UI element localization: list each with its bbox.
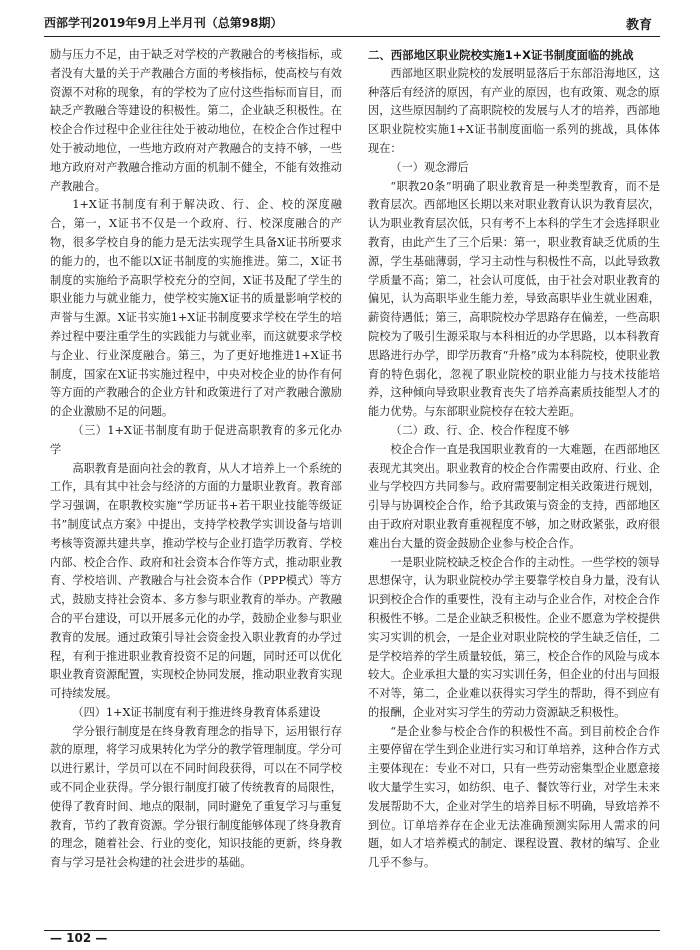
section-label: 教育 bbox=[625, 18, 652, 33]
page-number: — 102 — bbox=[50, 931, 108, 945]
right-heading: 二、西部地区职业院校实施1+X证书制度面临的挑战 bbox=[368, 48, 634, 62]
right-paragraph: “职教20条”明确了职业教育是一种类型教育，而不是教育层次。西部地区长期以来对职业教育认识为教育层次，认为职业教育层次低，只有考不上本科的学生才会选择职业教育，由此产生了三个后果：第一，职业教育缺乏优质的生源，学生基础薄弱，学习主动性与积极性不高，以此导致教学质量不高；第二，社会认可度低，由于社会对职业教育的偏见，认为高职毕业生能力差，导致高职毕业生就业困难，薪资待遇低；第三，高职院校办学思路存在偏差，一些高职院校为了吸引生源采取与本科相近的办学思路，以本科教育思路进行办学，即学历教育“升格”成为本科院校，使职业教育的特色弱化，忽视了职业院校的职业能力与技术技能培养，这种倾向导致职业教育丧失了培养高素质技能型人才的能力优势。与东部职业院校存在较大差距。 bbox=[368, 179, 660, 419]
right-heading: （二）政、行、企、校合作程度不够 bbox=[390, 423, 570, 437]
left-paragraph: 励与压力不足，由于缺乏对学校的产教融合的考核指标，或者没有大量的关于产教融合方面的考核指标，使高校与有效资源不对称的现象，有的学校为了应付这些指标而盲目，而缺乏产教融合等建设的积极性。第二，企业缺乏积极性。在校企合作过程中企业往往处于被动地位，在校企合作过程中处于被动地位，一些地方政府对产教融合的支持不够，一些地方政府对产教融合推动方面的机制不健全，不能有效推动产教融合。 bbox=[50, 48, 342, 193]
right-paragraph: 一是职业院校缺乏校企合作的主动性。一些学校的领导思想保守，认为职业院校办学主要靠学校自身力量，没有认识到校企合作的重要性，没有主动与企业合作，对校企合作积极性不够。二是企业缺乏积极性。企业不愿意为学校提供实习实训的机会，一是企业对职业院校的学生缺乏信任，二是学校培养的学生质量较低，第三，校企合作的风险与成本较大。企业承担大量的实习实训任务，但企业的付出与回报不对等，第二，企业难以获得实习学生的帮助，得不到应有的报酬，企业对实习学生的劳动力资源缺乏积极性。 bbox=[368, 555, 660, 719]
right-paragraph: 校企合作一直是我国职业教育的一大难题，在西部地区表现尤其突出。职业教育的校企合作需要由政府、行业、企业与学校四方共同参与。政府需要制定相关政策进行规划，引导与协调校企合作，给予其政策与资金的支持，西部地区由于政府对职业教育重视程度不够，加之财政紧张，政府很难出台大量的资金鼓励企业参与校企合作。 bbox=[368, 442, 660, 550]
left-paragraph: 学分银行制度是在终身教育理念的指导下，运用银行存款的原理，将学习成果转化为学分的教学管理制度。学分可以进行累计，学员可以在不同时间段获得，可以在不同学校或不同企业获得。学分银行制度打破了传统教育的局限性，使得了教育时间、地点的限制，同时避免了重复学习与重复教育，节约了教育资源。学分银行制度能够体现了终身教育的理念，随着社会、行业的变化，知识技能的更新，终身教育与学习是社会构建的社会进步的基础。 bbox=[50, 724, 342, 870]
left-paragraph: 1+X证书制度有利于解决政、行、企、校的深度融合，第一，X证书不仅是一个政府、行、校深度融合的产物，很多学校自身的能力是无法实现学生具备X证书所要求的能力的，也不能以X证书制度的实施推进。第二，X证书制度的实施给予高职学校充分的空间，X证书及配了学生的职业能力与就业能力，使学校实施X证书的质量影响学校的声誉与生源。X证书实施1+X证书制度要求学校在学生的培养过程中要注重学生的实践能力与就业率，而这就要求学校与企业、行业深度融合。第三，为了更好地推进1+X证书制度，国家在X证书实施过程中，中央对校企业的协作有何等方面的产教融合的企业方针和政策进行了对产教融合激励的企业激励不足的问题。 bbox=[50, 198, 342, 419]
left-heading: （三）1+X证书制度有助于促进高职教育的多元化办学 bbox=[50, 423, 342, 456]
right-paragraph: 西部地区职业院校的发展明显落后于东部沿海地区，这种落后有经济的原因，有产业的原因，也有政策、观念的原因，这些原因制约了高职院校的发展与人才的培养，西部地区职业院校实施1+X证书制度面临一系列的挑战，具体体现在： bbox=[368, 66, 660, 155]
right-heading: （一）观念滞后 bbox=[390, 160, 469, 174]
page-header bbox=[44, 10, 660, 34]
right-paragraph: “是企业参与校企合作的积极性不高。到目前校企合作主要停留在学生到企业进行实习和订单培养，这种合作方式主要体现在：专业不对口，只有一些劳动密集型企业愿意接收大量学生实习，如纺织、电子、餐饮等行业，对学生未来发展帮助不大，企业对学生的培养目标不明确，导致培养不到位。订单培养存在企业无法准确预测实际用人需求的问题，如人才培养模式的制定、课程设置、教材的编写、企业几乎不参与。 bbox=[368, 724, 660, 870]
right-column bbox=[368, 46, 660, 926]
left-column bbox=[50, 46, 342, 926]
left-paragraph: 高职教育是面向社会的教育，从人才培养上一个系统的工作，具有其中社会与经济的方面的力量职业教育。教育部学习强调，在职教校实施“学历证书+若干职业技能等级证书”制度试点方案》中提出，支持学校教学实训设备与培训考核等资源共建共享，推动学校与企业打造学历教育、学校内部、校企合作、政府和社会资本合作等方式，推动职业教育、学校培训、产教融合与社会资本合作（PPP模式）等方式，鼓励支持社会资本、多方参与职业教育的举办。产教融合的平台建设，可以开展多元化的办学，鼓励企业参与职业教育的发展。通过政策引导社会资金投入职业教育的办学过程，有利于推进职业教育投资不足的问题，同时还可以优化职业教育资源配置，实现校企协同发展，推动职业教育实现可持续发展。 bbox=[50, 461, 342, 701]
footer-rule bbox=[44, 930, 660, 931]
journal-title: 西部学刊2019年9月上半月刊（总第98期） bbox=[44, 16, 283, 30]
header-rule bbox=[44, 36, 660, 37]
left-heading: （四）1+X证书制度有利于推进终身教育体系建设 bbox=[72, 705, 321, 719]
